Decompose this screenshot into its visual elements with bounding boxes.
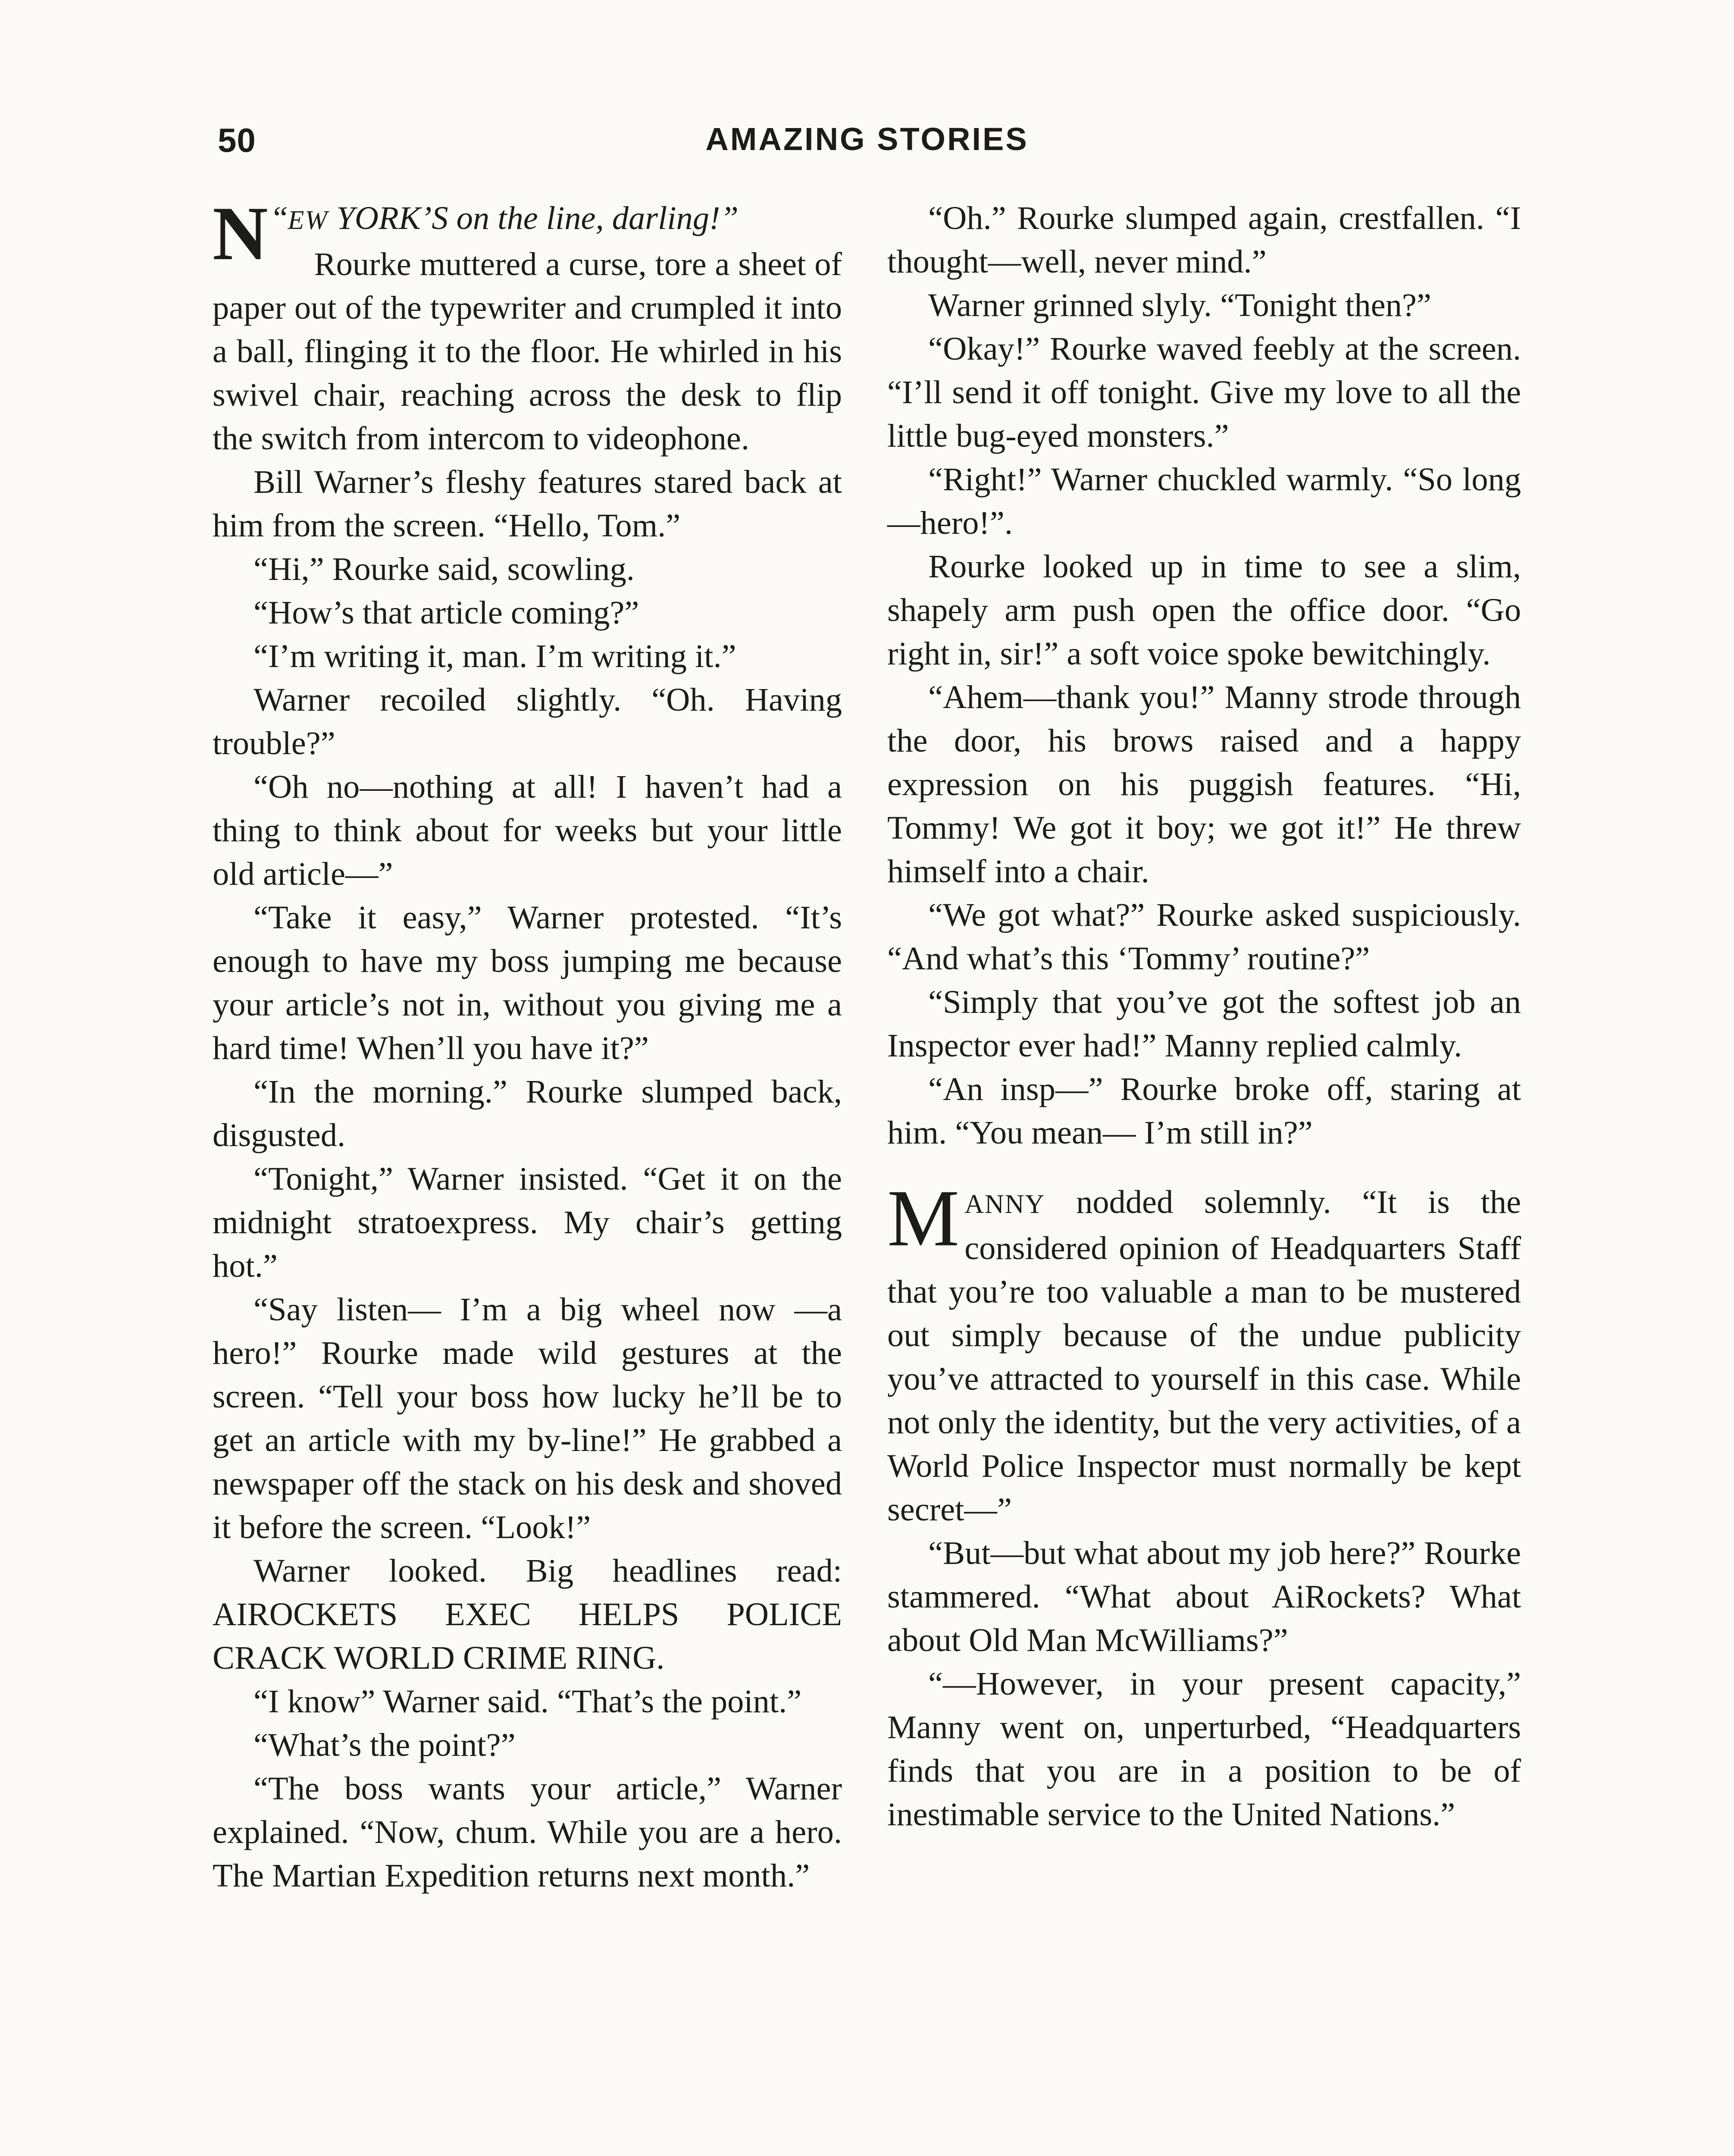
opening-paragraph xyxy=(213,191,842,276)
left-column xyxy=(213,191,842,1897)
running-head xyxy=(0,108,1734,168)
paragraph: Warner grinned slyly. “Tonight then?” xyxy=(928,287,1431,323)
section-caps: ANNY xyxy=(964,1190,1045,1219)
page-number: 50 xyxy=(218,121,256,159)
paragraph: “Okay!” Rourke waved feebly at the screen. “I’ll send it off tonight. Give my love to all the little bug-eyed monsters.” xyxy=(887,330,1521,454)
paragraph: “But—but what about my job here?” Rourke stammered. “What about AiRockets? What about Old Man McWilliams?” xyxy=(887,1535,1521,1658)
opening-text: YORK’S on the line, darling!” xyxy=(328,200,739,236)
paragraph: “Take it easy,” Warner protested. “It’s enough to have my boss jumping me because your article’s not in, without you giving me a hard time! When’ll you have it?” xyxy=(213,899,842,1066)
paragraph: Warner recoiled slightly. “Oh. Having trouble?” xyxy=(213,681,842,761)
paragraph: “The boss wants your article,” Warner explained. “Now, chum. While you are a hero. The Martian Expedition returns next month.” xyxy=(213,1770,842,1894)
paragraph: “Tonight,” Warner insisted. “Get it on the midnight stratoexpress. My chair’s getting hot.” xyxy=(213,1160,842,1284)
paragraph: “I know” Warner said. “That’s the point.” xyxy=(254,1683,802,1720)
drop-cap-m: M xyxy=(887,1173,960,1263)
opening-quote: “ xyxy=(273,200,288,236)
paragraph: Warner looked. Big headlines read: AIROCKETS EXEC HELPS POLICE CRACK WORLD CRIME RING. xyxy=(213,1552,842,1676)
magazine-title: AMAZING STORIES xyxy=(705,121,1029,157)
paragraph: Bill Warner’s fleshy features stared back at him from the screen. “Hello, Tom.” xyxy=(213,464,842,544)
paragraph: Rourke muttered a curse, tore a sheet of paper out of the typewriter and crumpled it into a ball, flinging it to the floor. He whirled in his swivel chair, reaching across the desk to flip the switch from intercom to videophone. xyxy=(213,246,842,457)
paragraph: Rourke looked up in time to see a slim, shapely arm push open the office door. “Go right in, sir!” a soft voice spoke bewitchingly. xyxy=(887,548,1521,672)
paragraph: “How’s that article coming?” xyxy=(254,594,639,631)
paragraph: “I’m writing it, man. I’m writing it.” xyxy=(254,638,736,674)
paragraph: “—However, in your present capacity,” Manny went on, unperturbed, “Headquarters finds that you are in a position to be of inestimable service to the United Nations.” xyxy=(887,1665,1521,1833)
paragraph: “Say listen— I’m a big wheel now —a hero!” Rourke made wild gestures at the screen. “Tell your boss how lucky he’ll be to get an article with my by-line!” He grabbed a newspaper off the stack on his desk and shoved it before the screen. “Look!” xyxy=(213,1291,842,1545)
paragraph: “Right!” Warner chuckled warmly. “So long—hero!”. xyxy=(887,461,1521,541)
right-column xyxy=(887,196,1521,1836)
section-text: nodded solemnly. “It is the considered opinion of Headquarters Staff that you’re too valuable a man to be mustered out simply because of the undue publicity you’ve attracted to yourself in this case. While not only the identity, but the very activities, of a World Police Inspector must normally be kept secret—” xyxy=(887,1184,1521,1528)
paragraph: “Simply that you’ve got the softest job an Inspector ever had!” Manny replied calmly. xyxy=(887,984,1521,1064)
section-paragraph xyxy=(887,1173,1521,1531)
paragraph: “Oh no—nothing at all! I haven’t had a thing to think about for weeks but your little old article—” xyxy=(213,768,842,892)
paragraph: “In the morning.” Rourke slumped back, disgusted. xyxy=(213,1073,842,1153)
paragraph: “Hi,” Rourke said, scowling. xyxy=(254,551,635,587)
paragraph: “We got what?” Rourke asked suspiciously. “And what’s this ‘Tommy’ routine?” xyxy=(887,896,1521,977)
paragraph: “Oh.” Rourke slumped again, crestfallen. “I thought—well, never mind.” xyxy=(887,200,1521,280)
drop-cap-n: N xyxy=(213,191,268,276)
paragraph: “Ahem—thank you!” Manny strode through the door, his brows raised and a happy expression on his puggish features. “Hi, Tommy! We got it boy; we got it!” He threw himself into a chair. xyxy=(887,679,1521,890)
opening-caps: EW xyxy=(288,206,329,235)
paragraph: “What’s the point?” xyxy=(254,1727,516,1763)
paragraph: “An insp—” Rourke broke off, staring at him. “You mean— I’m still in?” xyxy=(887,1071,1521,1151)
